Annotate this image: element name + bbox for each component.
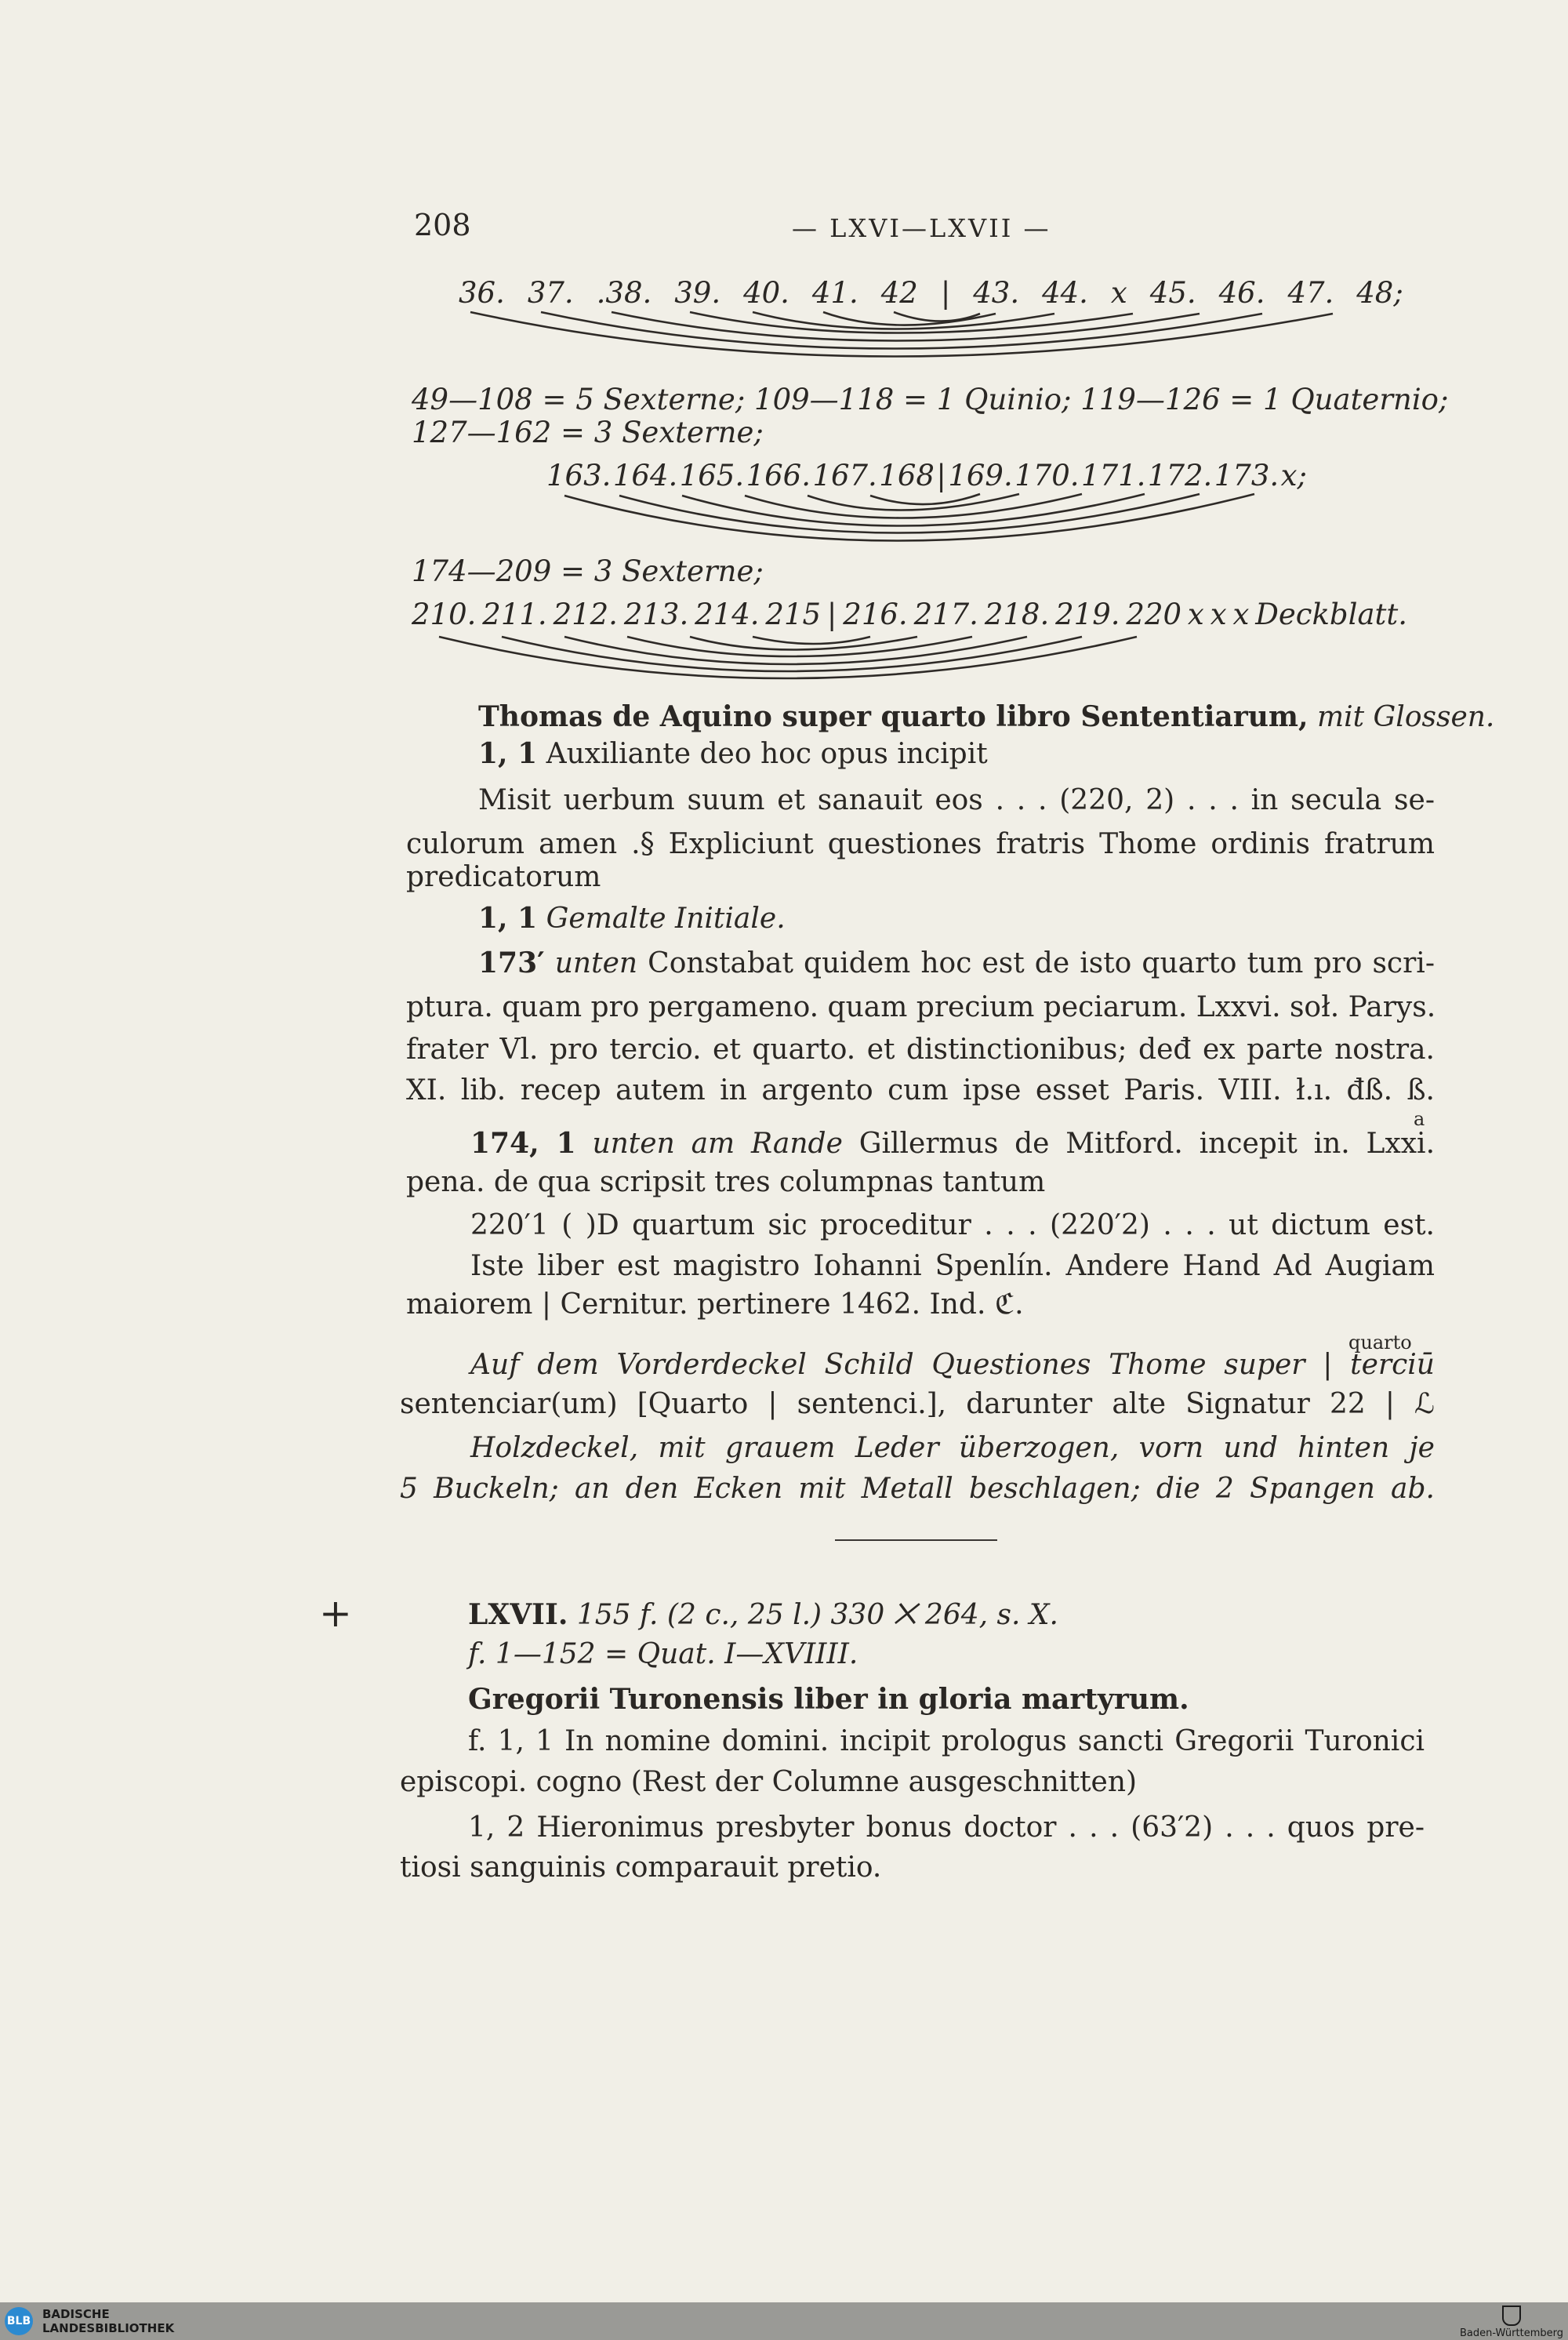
library-name: [42, 2307, 174, 2335]
binding-note: Holzdeckel, mit grauem Leder überzogen, vorn und hinten je: [470, 1432, 1435, 1464]
leaf-number: 164.: [612, 459, 678, 492]
folio-ref: 1, 1: [478, 902, 538, 935]
leaf-number: 163.: [546, 459, 612, 492]
binding-note: Auf dem Vorderdeckel Schild Questiones Thome super | terciū: [470, 1349, 1435, 1381]
leaf-number: 213.: [623, 598, 689, 631]
incipit-line: [478, 737, 988, 770]
viewer-footer: [0, 2302, 1568, 2340]
leaf-number: 45.: [1149, 276, 1196, 310]
text-line: 220′1 ( )D quartum sic proceditur . . . (220′2) . . . ut dictum est.: [470, 1209, 1435, 1241]
leaf-number: 220: [1126, 598, 1182, 631]
text-line: episcopi. cogno (Rest der Columne ausgeschnitten): [400, 1766, 1138, 1798]
quire-diagram-2: [546, 459, 1307, 492]
note-line: [470, 1127, 1435, 1160]
entry-heading: [468, 1598, 1058, 1632]
leaf-number: 211.: [482, 598, 547, 631]
text-line: ptura. quam pro pergameno. quam precium peciarum. Lxxvi. soł. Parys.: [406, 991, 1436, 1023]
leaf-number: 165.: [679, 459, 745, 492]
note-line: [478, 947, 1435, 979]
quire-diagram-3: [412, 598, 1407, 631]
leaf-number: x: [1232, 598, 1250, 631]
leaf-number: 170.: [1014, 459, 1080, 492]
text-line: f. 1, 1 In nomine domini. incipit prologus sancti Gregorii Turonici: [468, 1725, 1425, 1757]
entry-title-main: Thomas de Aquino super quarto libro Sententiarum,: [478, 700, 1308, 733]
library-name-line2: LANDESBIBLIOTHEK: [42, 2321, 175, 2335]
text-line: 1, 2 Hieronimus presbyter bonus doctor . . . (63′2) . . . quos pre-: [468, 1811, 1425, 1844]
leaf-number: .38.: [596, 276, 652, 310]
running-head: — LXVI—LXVII —: [792, 213, 1051, 243]
superscript-mark: a: [1414, 1108, 1425, 1130]
leaf-number: 212.: [553, 598, 618, 631]
leaf-number: 216.: [843, 598, 908, 631]
leaf-number: 41.: [811, 276, 858, 310]
superscript-quarto: quarto: [1348, 1332, 1412, 1353]
leaf-number: 166.: [746, 459, 811, 492]
text-line: maiorem | Cernitur. pertinere 1462. Ind. ℭ.: [406, 1288, 1024, 1321]
leaf-number: 214.: [695, 598, 760, 631]
leaf-number: 172.: [1147, 459, 1213, 492]
incipit-text: Auxiliante deo hoc opus incipit: [546, 738, 988, 770]
leaf-number: 39.: [674, 276, 721, 310]
leaf-number: 167.: [812, 459, 877, 492]
text-line: tiosi sanguinis comparauit pretio.: [400, 1851, 882, 1884]
text-line: frater Vl. pro tercio. et quarto. et distinctionibus; deđ ex parte nostra.: [406, 1034, 1435, 1066]
leaf-number: 219.: [1055, 598, 1120, 631]
leaf-number: 171.: [1081, 459, 1146, 492]
leaf-number: 43.: [973, 276, 1020, 310]
note-text: Constabat quidem hoc est de isto quarto tum pro scri-: [648, 947, 1435, 979]
entry-title-gloss: mit Glossen.: [1316, 701, 1495, 733]
leaf-number: 37.: [527, 276, 574, 310]
leaf-number: x;: [1280, 459, 1307, 492]
text-line: Misit uerbum suum et sanauit eos . . . (220, 2) . . . in secula se-: [478, 784, 1435, 816]
folio-ref: 174, 1: [470, 1127, 576, 1160]
leaf-number: 46.: [1218, 276, 1265, 310]
margin-mark: +: [319, 1590, 352, 1636]
state-name: Baden-Württemberg: [1460, 2327, 1563, 2339]
leaf-number: x: [1187, 598, 1204, 631]
note-text: Gillermus de Mitford. incepit in. Lxxi.: [858, 1128, 1436, 1160]
text-line: pena. de qua scripsit tres columpnas tantum: [406, 1166, 1046, 1198]
text-line: Iste liber est magistro Iohanni Spenlín. Andere Hand Ad Augiam: [470, 1250, 1435, 1282]
leaf-number: |: [936, 459, 946, 492]
leaf-number: |: [940, 276, 951, 310]
folio-ref: 173′: [478, 947, 545, 979]
location-note: unten: [554, 947, 638, 979]
leaf-number: 173.: [1214, 459, 1279, 492]
text-line: predicatorum: [406, 861, 601, 893]
leaf-number: 218.: [984, 598, 1050, 631]
leaf-number: 215: [765, 598, 822, 631]
leaf-number: 48;: [1356, 276, 1403, 310]
leaf-number: 169.: [948, 459, 1013, 492]
quire-line-2: 49—108 = 5 Sexterne; 109—118 = 1 Quinio; 119—126 = 1 Quaternio;: [412, 383, 1449, 416]
initial-note: [478, 902, 786, 935]
location-note: unten am Rande: [592, 1128, 843, 1160]
leaf-number: 47.: [1287, 276, 1334, 310]
leaf-number: 42: [880, 276, 918, 310]
folio-ref: 1, 1: [478, 737, 538, 770]
entry-description: 155 f. (2 c., 25 l.) 330 ⨉ 264, s. X.: [576, 1599, 1058, 1631]
library-logo: BLB: [5, 2307, 33, 2335]
leaf-number: Deckblatt.: [1255, 598, 1407, 631]
leaf-number: 168: [879, 459, 935, 492]
text-line: culorum amen .§ Expliciunt questiones fratris Thome ordinis fratrum: [406, 828, 1435, 860]
crest-icon: [1502, 2305, 1521, 2326]
leaf-number: 217.: [913, 598, 978, 631]
leaf-number: |: [826, 598, 837, 631]
binding-note: 5 Buckeln; an den Ecken mit Metall beschlagen; die 2 Spangen ab.: [400, 1473, 1435, 1505]
leaf-number: 210.: [412, 598, 477, 631]
quire-line-5: 174—209 = 3 Sexterne;: [412, 554, 764, 588]
state-crest: [1460, 2305, 1563, 2339]
leaf-number: x: [1210, 598, 1227, 631]
initial-note-text: Gemalte Initiale.: [546, 903, 786, 935]
section-divider: [835, 1539, 997, 1541]
entry-number: LXVII.: [468, 1598, 568, 1631]
text-line: XI. lib. recep autem in argento cum ipse esset Paris. VIII. ł.ı. đß. ß.: [406, 1074, 1435, 1106]
leaf-number: 36.: [459, 276, 505, 310]
entry-title: Gregorii Turonensis liber in gloria martyrum.: [468, 1683, 1189, 1716]
leaf-number: 44.: [1042, 276, 1088, 310]
library-name-line1: BADISCHE: [42, 2307, 110, 2321]
text-line: sentenciar(um) [Quarto | sentenci.], darunter alte Signatur 22 | ℒ: [400, 1388, 1435, 1420]
page-number: 208: [414, 208, 471, 242]
collation-line: f. 1—152 = Quat. I—XVIIII.: [468, 1638, 858, 1670]
quire-line-3: 127—162 = 3 Sexterne;: [412, 416, 764, 449]
entry-title: [478, 700, 1494, 733]
leaf-number: 40.: [743, 276, 789, 310]
leaf-number: x: [1110, 276, 1127, 310]
